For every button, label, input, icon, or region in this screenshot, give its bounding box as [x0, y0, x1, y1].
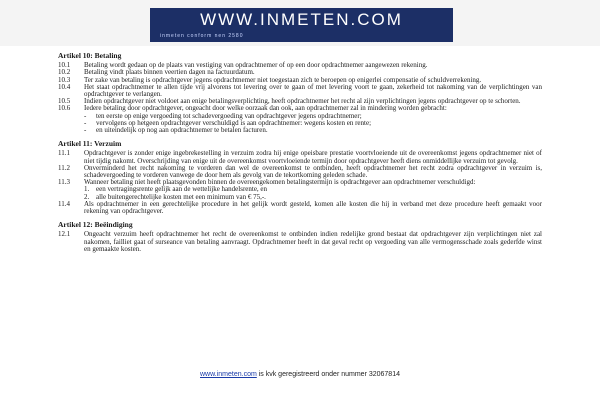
document-body: [58, 52, 542, 253]
clause-10-4: [58, 84, 542, 98]
clause-text: Ter zake van betaling is opdrachtgever jegens opdrachtnemer niet toegestaan zich te beroepen op enigerlei compensatie of schuldverrekening.: [84, 75, 482, 84]
list-item-text: en uiteindelijk op nog aan opdrachtnemer te betalen facturen.: [96, 126, 268, 135]
list-item-text: alle buitengerechtelijke kosten met een minimum van € 75,-.: [96, 192, 266, 201]
clause-text: Betaling wordt gedaan op de plaats van vestiging van opdrachtnemer of op een door opdrachtnemer aangewezen rekening.: [84, 61, 428, 70]
bullet-dash: -: [84, 118, 87, 127]
list-item-text: een vertragingsrente gelijk aan de wettelijke handelsrente, en: [96, 185, 268, 194]
clause-11-2: [58, 165, 542, 179]
logo-text: WWW.INMETEN.COM: [200, 10, 403, 29]
clause-number: 10.4: [58, 82, 71, 91]
clause-number: 11.4: [58, 199, 70, 208]
clause-number: 10.3: [58, 75, 71, 84]
list-item-text: ten eerste op enige vergoeding tot schadevergoeding van opdrachtgever jegens opdrachtnemer;: [96, 111, 362, 120]
clause-text: Opdrachtgever is zonder enige ingebrekestelling in verzuim zodra hij enige opeisbare prestatie voortvloeiende uit de overeenkomst jegens opdrachtnemer niet of niet tijdig nakomt. Overschrijding van enige uit de overeenkomst voortvloeiende termijn door opdrachtgever heeft diens onmiddellijke verzuim tot gevolg.: [84, 149, 542, 165]
clause-text: Iedere betaling door opdrachtgever, ongeacht door welke oorzaak dan ook, aan opdrachtnemer zal in mindering worden gebracht:: [84, 104, 447, 113]
clause-text: Betaling vindt plaats binnen veertien dagen na factuurdatum.: [84, 68, 255, 77]
clause-11-4: [58, 201, 542, 215]
list-number: 1.: [84, 185, 90, 194]
footer-text: is kvk geregistreerd onder nummer 32067814: [256, 371, 400, 378]
list-item-text: vervolgens op hetgeen opdrachtgever verschuldigd is aan opdrachtnemer: wegens kosten en rente;: [96, 118, 372, 127]
clause-text: Indien opdrachtgever niet voldoet aan enige betalingsverplichting, heeft opdrachtnemer het recht al zijn verplichtingen jegens opdrachtgever op te schorten.: [84, 97, 521, 106]
page-header: [0, 0, 600, 46]
clause-number: 11.1: [58, 149, 70, 158]
clause-text: Ongeacht verzuim heeft opdrachtnemer het recht de overeenkomst te ontbinden indien redelijke grond bestaat dat opdrachtgever zijn verplichtingen niet zal nakomen, failliet gaat of surseance van betaling aanvraagt. Opdrachtnemer heeft in dat geval recht op vergoeding van alle vermogensschade zoals gederfde winst en gemaakte kosten.: [84, 230, 542, 253]
section-title-artikel-11: Artikel 11: Verzuim: [58, 139, 122, 149]
clause-number: 10.1: [58, 61, 71, 70]
clause-number: 10.2: [58, 68, 71, 77]
page-footer: [0, 371, 600, 378]
clause-text: Wanneer betaling niet heeft plaatsgevonden binnen de overeengekomen betalingstermijn is opdrachtgever aan opdrachtnemer verschuldigd:: [84, 178, 476, 187]
clause-number: 10.5: [58, 97, 71, 106]
clause-number: 12.1: [58, 230, 71, 239]
clause-number: 11.2: [58, 163, 70, 172]
clause-number: 10.6: [58, 104, 71, 113]
list-number: 2.: [84, 192, 90, 201]
section-title-artikel-12: Artikel 12: Beëindiging: [58, 220, 133, 230]
logo-subtext: inmeten conform nen 2580: [160, 33, 244, 39]
clause-text: Het staat opdrachtnemer te allen tijde vrij alvorens tot levering over te gaan of met levering voort te gaan, zekerheid tot nakoming van de verplichtingen van opdrachtgever te verlangen.: [84, 82, 542, 99]
logo[interactable]: [150, 8, 453, 42]
clause-12-1: [58, 231, 542, 253]
clause-number: 11.3: [58, 178, 70, 187]
clause-text: Onverminderd het recht nakoming te vorderen dan wel de overeenkomst te ontbinden, heeft opdrachtnemer het recht zodra opdrachtgever in verzuim is, schadevergoeding te vorderen vanwege de door hem als gevolg van de tekortkoming geleden schade.: [84, 163, 542, 180]
list-item: [84, 127, 542, 134]
section-title-artikel-10: Artikel 10: Betaling: [58, 51, 122, 60]
clause-text: Als opdrachtnemer in een gerechtelijke procedure in het gelijk wordt gesteld, komen alle kosten die hij in verband met deze procedure heeft gemaakt voor rekening van opdrachtgever.: [84, 199, 542, 216]
footer-link[interactable]: www.inmeten.com: [200, 371, 257, 378]
clause-11-1: [58, 150, 542, 164]
bullet-dash: -: [84, 126, 87, 135]
bullet-dash: -: [84, 111, 87, 120]
